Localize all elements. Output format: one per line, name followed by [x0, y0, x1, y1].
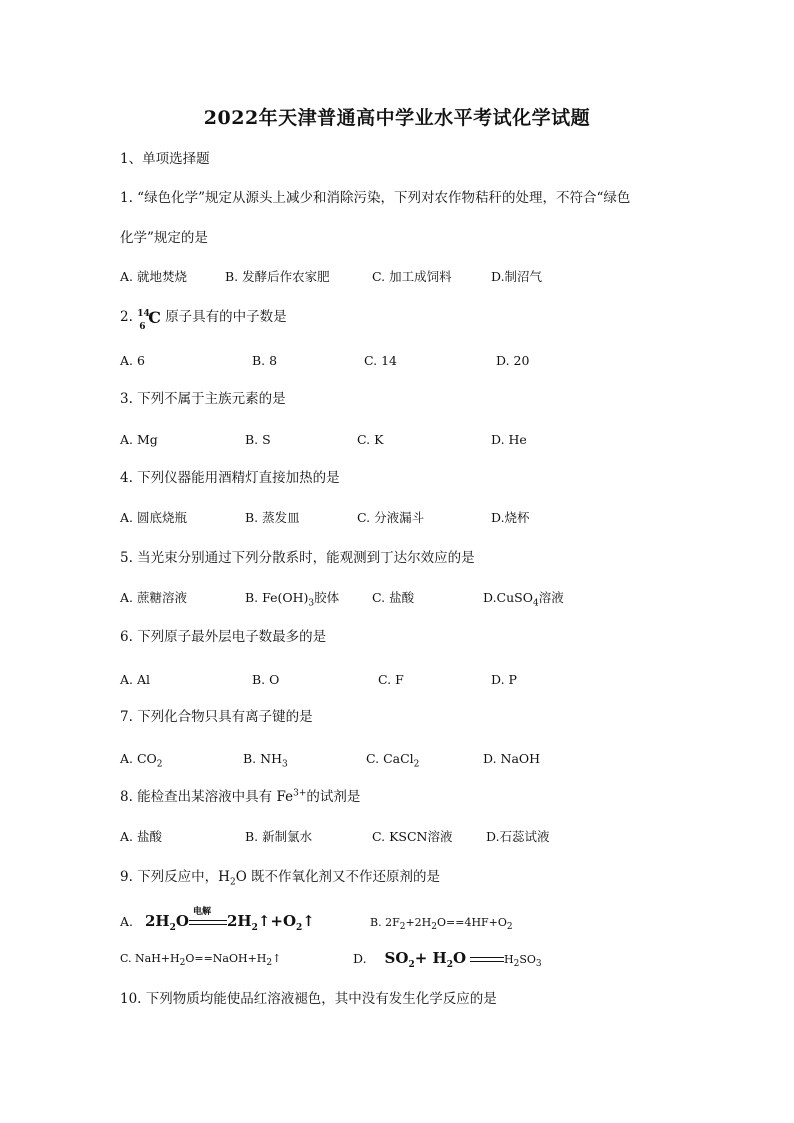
- q2-option-b: B. 8: [252, 353, 278, 368]
- q4-option-a: A. 圆底烧瓶: [120, 510, 187, 525]
- question-1-stem-line2: 化学”规定的是: [120, 230, 208, 246]
- q5-option-a: A. 蔗糖溶液: [120, 590, 187, 605]
- question-10-stem: 10. 下列物质均能使品红溶液褪色，其中没有发生化学反应的是: [120, 991, 497, 1007]
- q1-option-c: C. 加工成饲料: [372, 269, 452, 284]
- question-1-stem-line1: 1. “绿色化学”规定从源头上减少和消除污染，下列对农作物秸秆的处理，不符合“绿色: [120, 190, 631, 206]
- mass-number: 14: [137, 308, 150, 319]
- q5-option-c: C. 盐酸: [372, 590, 415, 605]
- question-6-stem: 6. 下列原子最外层电子数最多的是: [120, 629, 327, 645]
- q6-option-a: A. Al: [120, 672, 150, 687]
- question-9-stem: 9. 下列反应中，$H_2O$ 既不作氧化剂又不作还原剂的是: [120, 869, 441, 888]
- q3-option-c: C. K: [357, 432, 384, 447]
- question-4-stem: 4. 下列仪器能用酒精灯直接加热的是: [120, 470, 340, 486]
- q6-option-d: D. P: [491, 672, 517, 687]
- question-7-stem: 7. 下列化合物只具有离子键的是: [120, 709, 313, 725]
- q3-option-d: D. He: [491, 432, 527, 447]
- q9-option-d: D. $SO_2+ H_2O$ $H_2SO_3$: [353, 949, 542, 970]
- q6-option-c: C. F: [378, 672, 404, 687]
- question-8-stem: 8. 能检查出某溶液中具有 $Fe^{3+}$的试剂是: [120, 788, 361, 805]
- q1-option-b: B. 发酵后作农家肥: [225, 269, 330, 284]
- q5-option-d: D.CuSO$_4$溶液: [483, 590, 564, 609]
- q6-option-b: B. O: [252, 672, 280, 687]
- q2-option-c: C. 14: [364, 353, 397, 368]
- q4-option-c: C. 分液漏斗: [357, 510, 425, 525]
- q1-option-d: D.制沼气: [491, 269, 543, 284]
- q9-option-b: B. $2F_2+2H_2O==4HF+O_2$: [370, 916, 513, 933]
- electrolysis-arrow: 电解: [189, 916, 227, 930]
- q9-option-c: C. $NaH+H_2O==NaOH+H_2↑$: [120, 952, 282, 969]
- q2-stem-text: 原子具有的中子数是: [165, 309, 287, 325]
- atomic-number: 6: [139, 321, 146, 332]
- nuclide-symbol: [137, 307, 165, 332]
- question-5-stem: 5. 当光束分别通过下列分散系时，能观测到丁达尔效应的是: [120, 550, 475, 566]
- q8-option-b: B. 新制氯水: [245, 829, 313, 844]
- q7-option-b: B. $NH_3$: [243, 751, 288, 770]
- q1-option-a: A. 就地焚烧: [120, 269, 187, 284]
- q2-number: 2.: [120, 309, 133, 325]
- page-title: 2022年天津普通高中学业水平考试化学试题: [203, 107, 591, 129]
- q3-option-b: B. S: [245, 432, 271, 447]
- q8-option-c: C. KSCN溶液: [372, 829, 453, 844]
- question-2-stem: [120, 307, 287, 332]
- section-heading: 1、单项选择题: [120, 151, 210, 167]
- q4-option-b: B. 蒸发皿: [245, 510, 300, 525]
- question-3-stem: 3. 下列不属于主族元素的是: [120, 391, 286, 407]
- q7-option-d: D. NaOH: [483, 751, 541, 766]
- reversible-arrow: [470, 955, 504, 965]
- q4-option-d: D.烧杯: [491, 510, 530, 525]
- q5-option-b: B. $Fe(OH)_3$胶体: [245, 590, 340, 609]
- q8-option-a: A. 盐酸: [120, 829, 162, 844]
- q7-option-a: A. $CO_2$: [120, 751, 163, 770]
- q8-option-d: D.石蕊试液: [486, 829, 550, 844]
- q2-option-a: A. 6: [120, 353, 145, 368]
- q3-option-a: A. Mg: [120, 432, 158, 447]
- q2-option-d: D. 20: [496, 353, 530, 368]
- q7-option-c: C. CaCl$_2$: [366, 751, 420, 770]
- element-symbol: C: [148, 307, 161, 327]
- q9-option-a: A. $2H_2O$ 电解 $2H_2↑+O_2↑$: [120, 906, 315, 933]
